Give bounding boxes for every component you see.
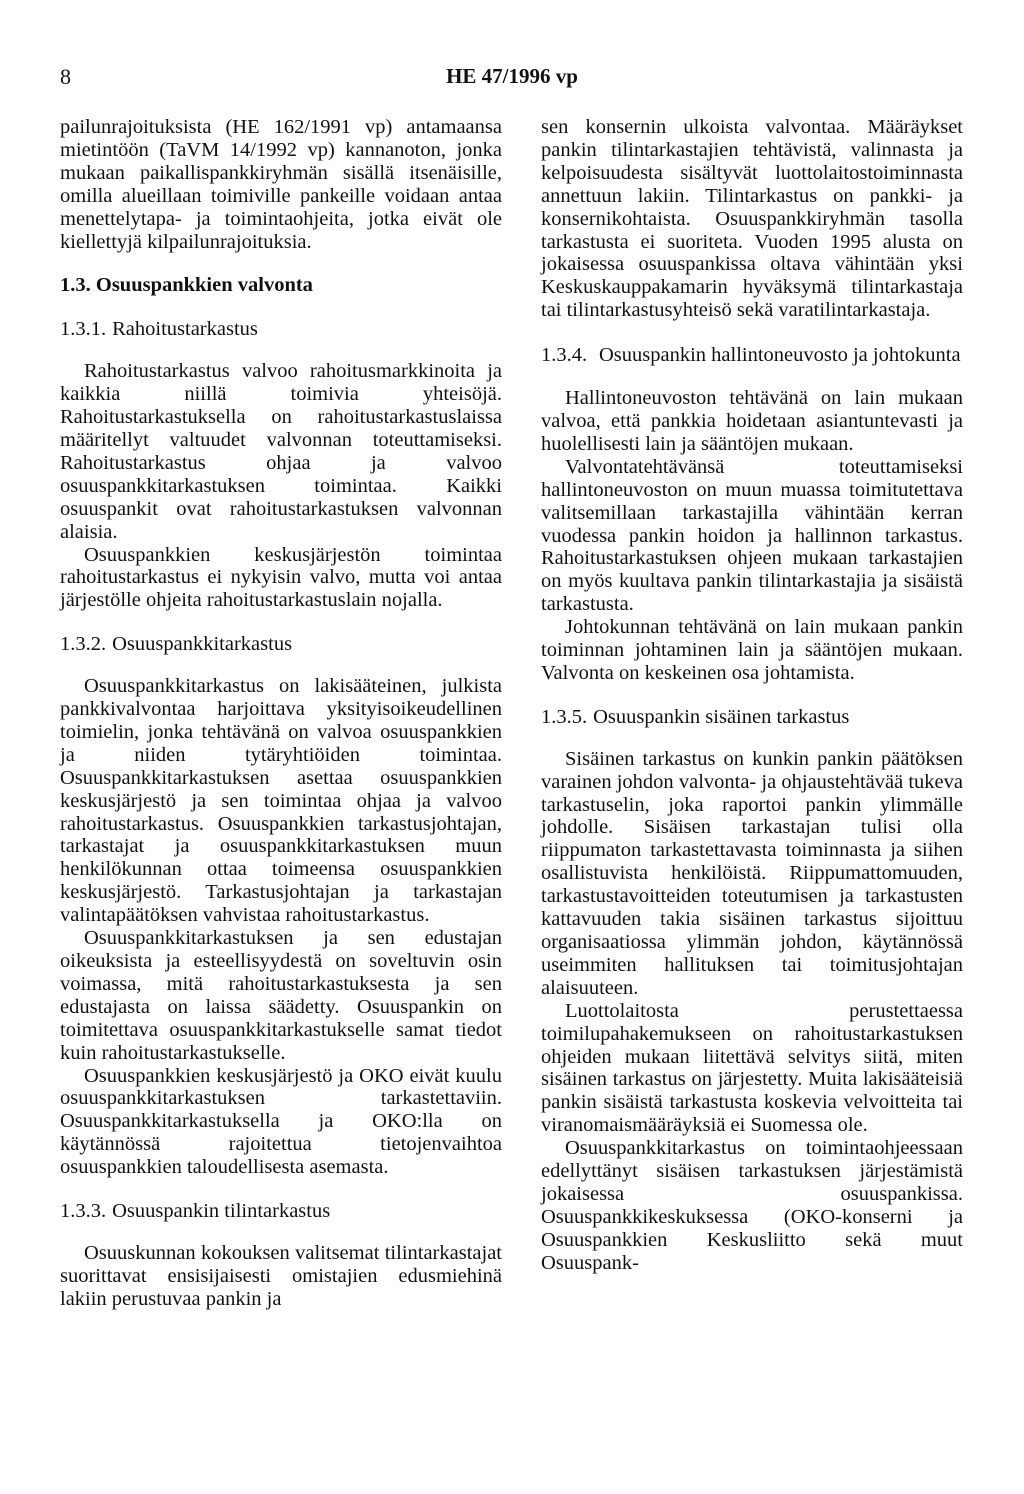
heading-number: 1.3.5. (541, 705, 588, 728)
paragraph: Osuuspankkien keskusjärjestön toimintaa rahoitustarkastus ei nykyisin valvo, mutta voi antaa järjestölle ohjeita rahoitustarkastuslain nojalla. (60, 543, 502, 612)
paragraph: Hallintoneuvoston tehtävänä on lain mukaan valvoa, että pankkia hoidetaan asiantuntevasti ja huolellisesti lain ja sääntöjen mukaan. (541, 387, 963, 455)
subsection-heading-1-3-2 (60, 633, 502, 656)
heading-number: 1.3.4. (541, 344, 588, 367)
paragraph: Sisäinen tarkastus on kunkin pankin päätöksen varainen johdon valvonta- ja ohjaustehtävää tukeva tarkastuselin, joka raportoi pankin ylimmälle johdolle. Sisäisen tarkastajan tulisi olla riippumaton tarkastettavasta toiminnasta ja siihen osallistuvista henkilöistä. Riippumattomuuden, tarkastustavoitteiden toteutumisen ja tarkastusten kattavuuden takia sisäinen tarkastus sijoittuu organisaatiossa ylimmän johdon, käytännössä useimmiten hallituksen tai toimitusjohtajan alaisuuteen. (541, 747, 963, 999)
paragraph: Osuuspankkitarkastus on toimintaohjeessaan edellyttänyt sisäisen tarkastuksen järjestämistä jokaisessa osuuspankissa. Osuuspankkikeskuksessa (OKO-konserni ja Osuuspankkien Keskusliitto sekä muut Osuuspank- (541, 1137, 963, 1274)
paragraph: Rahoitustarkastus valvoo rahoitusmarkkinoita ja kaikkia niillä toimivia yhteisöjä. Rahoitustarkastuksella on rahoitustarkastuslaissa määritellyt valtuudet valvonnan toteuttamiseksi. Rahoitustarkastus ohjaa ja valvoo osuuspankkitarkastuksen toimintaa. Kaikki osuuspankit ovat rahoitustarkastuksen valvonnan alaisia. (60, 360, 502, 543)
section-heading-1-3: 1.3. Osuuspankkien valvonta (60, 274, 313, 297)
paragraph: Osuuspankkitarkastuksen ja sen edustajan oikeuksista ja esteellisyydestä on soveltuvin osin voimassa, mitä rahoitustarkastuksesta ja sen edustajasta on laissa säädetty. Osuuspankin on toimitettava osuuspankkitarkastukselle samat tiedot kuin rahoitustarkastukselle. (60, 927, 502, 1064)
heading-title: Osuuspankin hallintoneuvosto ja johtokunta (599, 344, 961, 367)
paragraph: Osuuskunnan kokouksen valitsemat tilintarkastajat suorittavat ensisijaisesti omistajien edusmiehinä lakiin perustuvaa pankin ja (60, 1241, 502, 1310)
paragraph: sen konsernin ulkoista valvontaa. Määräykset pankin tilintarkastajien tehtävistä, valinnasta ja kelpoisuudesta sisältyvät luottolaitostoiminnasta annettuun lakiin. Tilintarkastus on pankki- ja konsernikohtaista. Osuuspankkiryhmän tasolla tarkastusta ei suoriteta. Vuoden 1995 alusta on jokaisessa osuuspankissa oltava vähintään yksi Keskuskauppakamarin hyväksymä tilintarkastaja tai tilintarkastusyhteisö sekä varatilintarkastaja. (541, 116, 963, 322)
page-number: 8 (60, 64, 71, 89)
heading-title: Osuuspankkitarkastus (112, 633, 293, 656)
running-head: HE 47/1996 vp (446, 64, 578, 88)
paragraph: Osuuspankkitarkastus on lakisääteinen, julkista pankkivalvontaa harjoittava yksityisoikeudellinen toimielin, jonka tehtävänä on valvoa osuuspankkien ja niiden tytäryhtiöiden toimintaa. Osuuspankkitarkastuksen asettaa osuuspankkien keskusjärjestö ja sen toimintaa ohjaa ja valvoo rahoitustarkastus. Osuuspankkien tarkastusjohtajan, tarkastajat ja osuuspankkitarkastuksen muun henkilökunnan ottaa toimeensa osuuspankkien keskusjärjestö. Tarkastusjohtajan ja tarkastajan valintapäätöksen vahvistaa rahoitustarkastus. (60, 675, 502, 927)
paragraph: Valvontatehtävänsä toteuttamiseksi hallintoneuvoston on muun muassa toimitutettava valitsemillaan tarkastajilla vähintään kerran vuodessa pankin hoidon ja hallinnon tarkastus. Rahoitustarkastuksen ohjeen mukaan tarkastajien on myös kuultava pankin tilintarkastajia ja sisäistä tarkastusta. (541, 455, 963, 616)
right-column (541, 116, 963, 1275)
heading-title: Rahoitustarkastus (112, 318, 258, 341)
subsection-heading-1-3-4 (541, 344, 963, 367)
heading-title: Osuuspankin sisäinen tarkastus (593, 705, 850, 728)
left-column (60, 116, 502, 1311)
heading-title: Osuuspankin tilintarkastus (112, 1200, 331, 1223)
paragraph: Luottolaitosta perustettaessa toimilupahakemukseen on rahoitustarkastuksen ohjeiden mukaan liitettävä selvitys siitä, miten sisäinen tarkastus on järjestetty. Muita lakisääteisiä pankin sisäistä tarkastusta koskevia velvoitteita tai viranomaismääräyksiä ei Suomessa ole. (541, 999, 963, 1137)
paragraph: Osuuspankkien keskusjärjestö ja OKO eivät kuulu osuuspankkitarkastuksen tarkastettaviin. Osuuspankkitarkastuksella ja OKO:lla on käytännössä rajoitettua tietojenvaihtoa osuuspankkien taloudellisesta asemasta. (60, 1064, 502, 1179)
paragraph: pailunrajoituksista (HE 162/1991 vp) antamaansa mietintöön (TaVM 14/1992 vp) kannanoton, jonka mukaan paikallispankkiryhmän sisällä itsenäisille, omilla alueillaan toimiville pankeille voidaan antaa menettelytapa- ja toimintaohjeita, jotka eivät ole kiellettyjä kilpailunrajoituksia. (60, 116, 502, 253)
paragraph: Johtokunnan tehtävänä on lain mukaan pankin toiminnan johtaminen lain ja sääntöjen mukaan. Valvonta on keskeinen osa johtamista. (541, 616, 963, 684)
subsection-heading-1-3-5 (541, 706, 963, 729)
heading-number: 1.3.1. (60, 318, 107, 341)
subsection-heading-1-3-3 (60, 1200, 502, 1223)
subsection-heading-1-3-1 (60, 318, 502, 341)
heading-number: 1.3.2. (60, 633, 107, 656)
heading-number: 1.3.3. (60, 1200, 107, 1223)
